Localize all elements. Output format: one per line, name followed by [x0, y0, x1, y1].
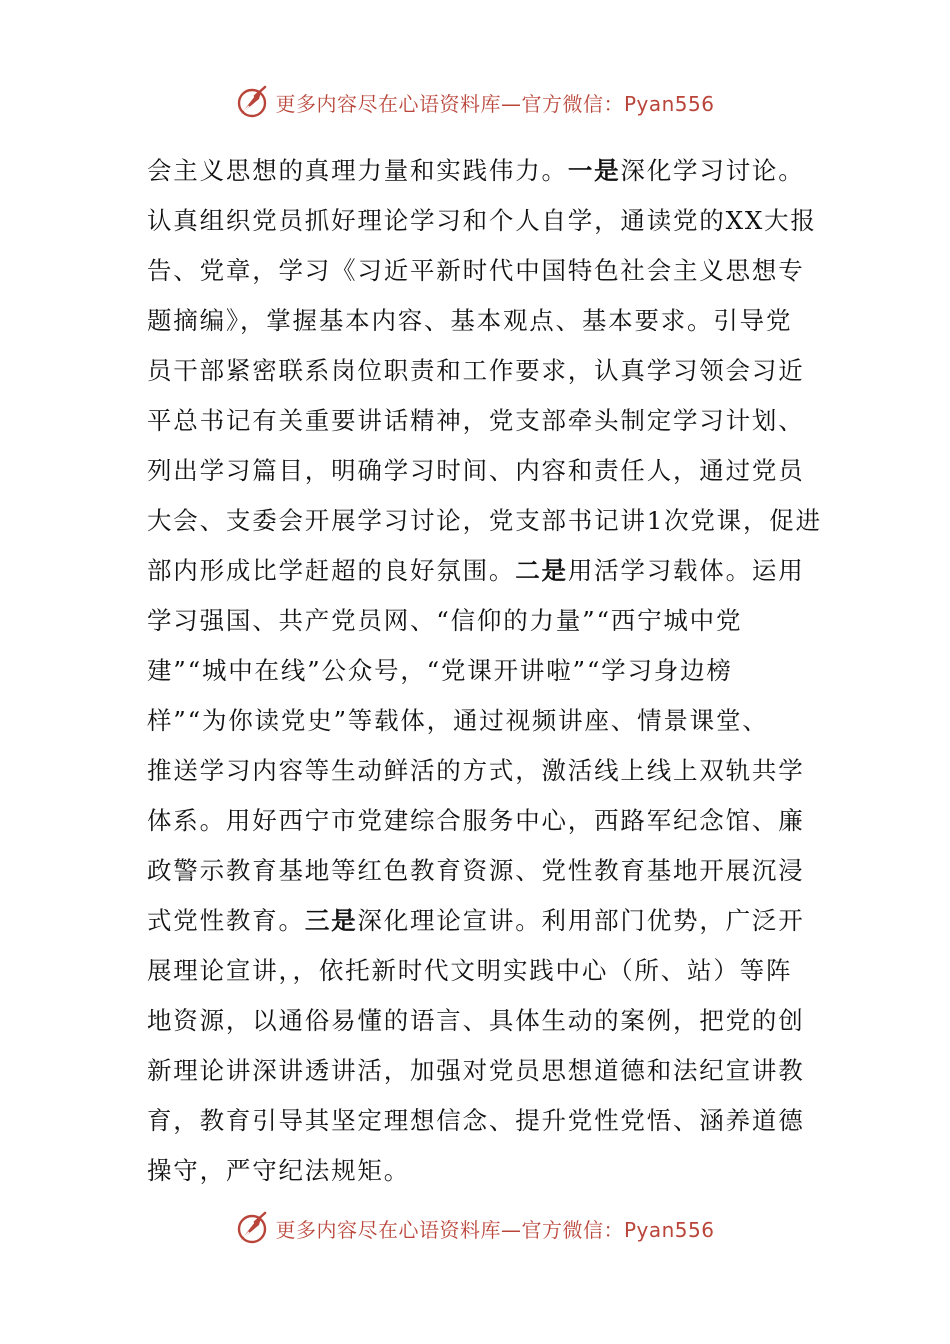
text-line: [147, 946, 817, 996]
text-segment: 深化理论宣讲。利用部门优势，广泛开: [357, 906, 805, 935]
text-line: [147, 446, 817, 496]
text-line: [147, 246, 817, 296]
text-segment: 育，教育引导其坚定理想信念、提升党性党悟、涵养道德: [147, 1106, 805, 1135]
text-line: [147, 646, 817, 696]
text-segment: 深化学习讨论。: [620, 156, 805, 185]
text-line: [147, 896, 817, 946]
text-line: [147, 496, 822, 546]
text-line: [147, 396, 817, 446]
text-line: [147, 1046, 817, 1096]
text-segment: 认真组织党员抓好理论学习和个人自学，通读党的XX大报: [147, 206, 817, 235]
text-segment: 地资源，以通俗易懂的语言、具体生动的案例，把党的创: [147, 1006, 805, 1035]
text-segment: 题摘编》，掌握基本内容、基本观点、基本要求。引导党: [147, 306, 793, 335]
text-line: [147, 996, 817, 1046]
bold-marker: 三是: [304, 906, 358, 935]
pen-logo-icon: [235, 84, 271, 120]
text-line: [147, 1096, 817, 1146]
text-segment: 新理论讲深讲透讲活，加强对党员思想道德和法纪宣讲教: [147, 1056, 805, 1085]
text-line: [147, 596, 817, 646]
text-segment: 员干部紧密联系岗位职责和工作要求，认真学习领会习近: [147, 356, 805, 385]
text-line: [147, 846, 817, 896]
text-line: [147, 296, 817, 346]
text-segment: 样”“为你读党史”等载体，通过视频讲座、情景课堂、: [147, 706, 769, 735]
text-segment: 体系。用好西宁市党建综合服务中心，西路军纪念馆、廉: [147, 806, 805, 835]
text-line: [147, 746, 817, 796]
text-segment: 操守，严守纪法规矩。: [147, 1156, 410, 1185]
text-segment: 学习强国、共产党员网、“信仰的力量”“西宁城中党: [147, 606, 743, 635]
text-segment: 大会、支委会开展学习讨论，党支部书记讲1次党课，促进: [147, 506, 822, 535]
text-segment: 部内形成比学赶超的良好氛围。: [147, 556, 516, 585]
text-segment: 建”“城中在线”公众号，“党课开讲啦”“学习身边榜: [147, 656, 733, 685]
text-segment: 推送学习内容等生动鲜活的方式，激活线上线上双轨共学: [147, 756, 805, 785]
text-line: [147, 696, 817, 746]
header-banner-text: 更多内容尽在心语资料库—官方微信：Pyan556: [275, 91, 715, 116]
text-segment: 式党性教育。: [147, 906, 305, 935]
text-line: [147, 346, 817, 396]
header-banner: [0, 82, 950, 122]
text-segment: 列出学习篇目，明确学习时间、内容和责任人，通过党员: [147, 456, 805, 485]
text-line: [147, 796, 817, 846]
text-segment: 平总书记有关重要讲话精神，党支部牵头制定学习计划、: [147, 406, 805, 435]
text-segment: 告、党章，学习《习近平新时代中国特色社会主义思想专: [147, 256, 805, 285]
pen-logo-icon: [235, 1210, 271, 1246]
footer-banner: [0, 1208, 950, 1248]
footer-banner-text: 更多内容尽在心语资料库—官方微信：Pyan556: [275, 1217, 715, 1242]
text-segment: 用活学习载体。运用: [567, 556, 805, 585]
text-segment: 政警示教育基地等红色教育资源、党性教育基地开展沉浸: [147, 856, 805, 885]
text-line: [147, 146, 817, 196]
text-line: [147, 196, 817, 246]
bold-marker: 二是: [515, 556, 568, 585]
text-line: [147, 546, 817, 596]
text-line: [147, 1146, 817, 1196]
bold-marker: 一是: [567, 156, 621, 185]
text-segment: 会主义思想的真理力量和实践伟力。: [147, 156, 568, 185]
body-text: [147, 146, 822, 1196]
text-segment: 展理论宣讲，，依托新时代文明实践中心（所、站）等阵: [147, 956, 793, 985]
